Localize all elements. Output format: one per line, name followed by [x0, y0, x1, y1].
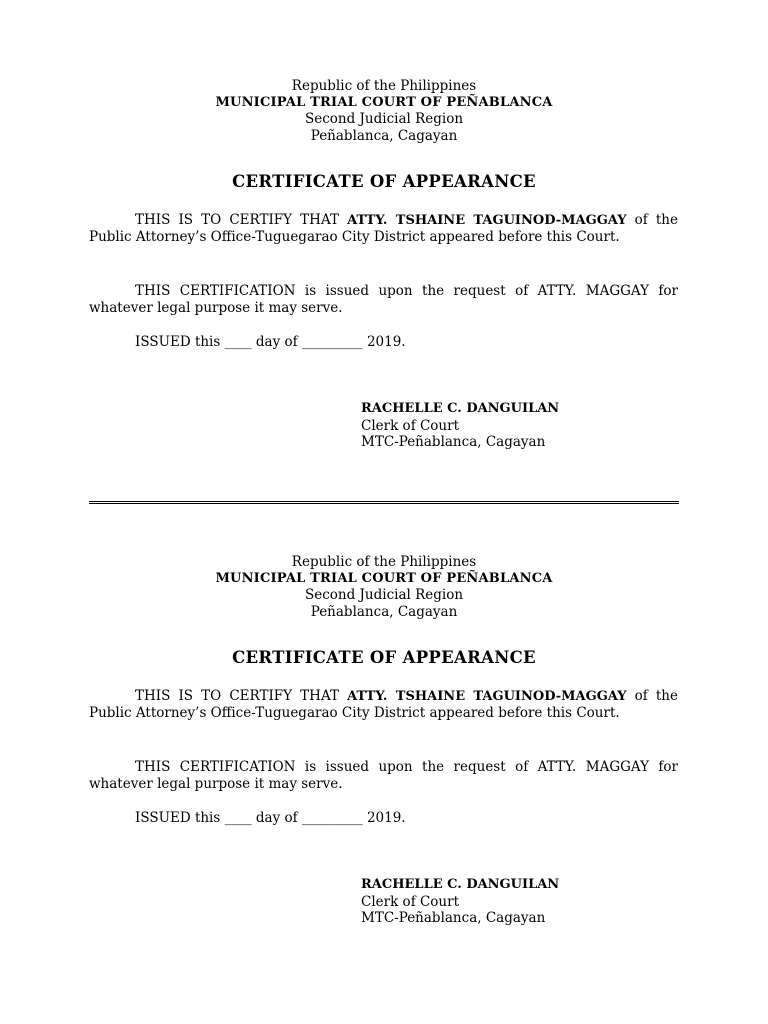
- certificate-bottom: [0, 554, 768, 926]
- court-name: MUNICIPAL TRIAL COURT OF PEÑABLANCA: [215, 94, 553, 110]
- court-location: Peñablanca, Cagayan: [310, 603, 458, 620]
- court-location: Peñablanca, Cagayan: [310, 127, 458, 144]
- certify-paragraph: [89, 212, 678, 246]
- signatory-name: RACHELLE C. DANGUILAN: [361, 877, 560, 892]
- signatory-position: Clerk of Court: [361, 893, 460, 910]
- issued-line: ISSUED this ____ day of _________ 2019.: [135, 810, 406, 826]
- signatory-position: Clerk of Court: [361, 417, 460, 434]
- republic-line: Republic of the Philippines: [291, 554, 477, 570]
- document-header: [0, 554, 768, 620]
- signatory-office: MTC-Peñablanca, Cagayan: [361, 434, 546, 450]
- certify-rest: of the Public Attorney’s Office-Tuguegarao City District appeared before this Court.: [89, 688, 678, 721]
- signatory-name: RACHELLE C. DANGUILAN: [361, 401, 560, 416]
- attorney-name: ATTY. TSHAINE TAGUINOD-MAGGAY: [347, 213, 627, 228]
- cut-divider: [89, 501, 679, 504]
- signatory-block: [361, 401, 559, 451]
- request-paragraph: THIS CERTIFICATION is issued upon the request of ATTY. MAGGAY for whatever legal purpose it may serve.: [89, 283, 678, 316]
- certify-paragraph: [89, 688, 678, 722]
- request-paragraph: THIS CERTIFICATION is issued upon the request of ATTY. MAGGAY for whatever legal purpose it may serve.: [89, 759, 678, 792]
- signatory-block: [361, 877, 559, 927]
- attorney-name: ATTY. TSHAINE TAGUINOD-MAGGAY: [347, 689, 627, 704]
- republic-line: Republic of the Philippines: [291, 78, 477, 94]
- document-header: [0, 78, 768, 144]
- judicial-region: Second Judicial Region: [304, 587, 464, 603]
- issued-line: ISSUED this ____ day of _________ 2019.: [135, 334, 406, 350]
- certify-rest: of the Public Attorney’s Office-Tuguegarao City District appeared before this Court.: [89, 212, 678, 245]
- certificate-title: CERTIFICATE OF APPEARANCE: [232, 648, 536, 667]
- certificate-title: CERTIFICATE OF APPEARANCE: [232, 172, 536, 191]
- certificate-top: [0, 78, 768, 450]
- signatory-office: MTC-Peñablanca, Cagayan: [361, 910, 546, 926]
- judicial-region: Second Judicial Region: [304, 111, 464, 127]
- certify-lead: THIS IS TO CERTIFY THAT: [135, 212, 348, 228]
- certify-lead: THIS IS TO CERTIFY THAT: [135, 688, 348, 704]
- court-name: MUNICIPAL TRIAL COURT OF PEÑABLANCA: [215, 570, 553, 586]
